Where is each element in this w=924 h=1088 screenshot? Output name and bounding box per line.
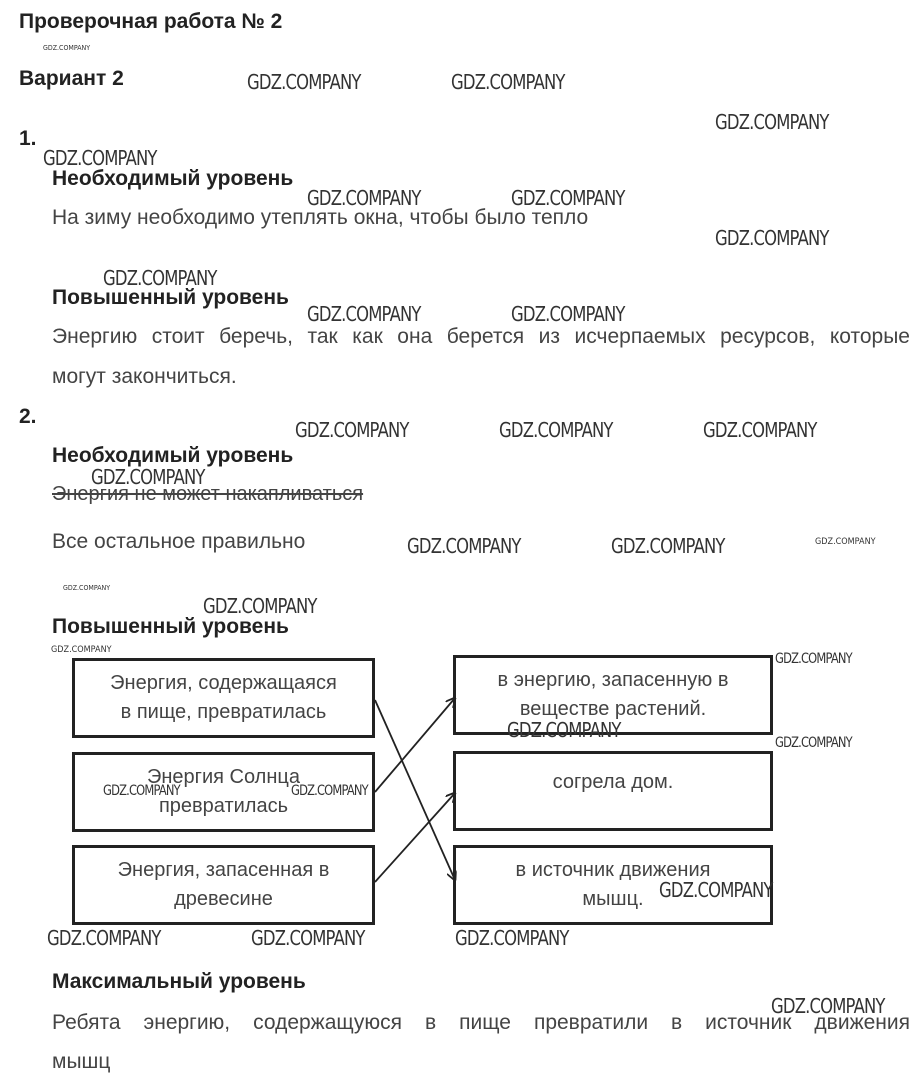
task1-advanced-text-line1: Энергию стоит беречь, так как она берется из исчерпаемых ресурсов, которые — [52, 325, 910, 348]
task2-max-text-line1: Ребята энергию, содержащуюся в пище превратили в источник движения — [52, 1011, 910, 1034]
box-line: мышц. — [582, 888, 644, 910]
task2-max-text-line2: мышц — [52, 1050, 111, 1073]
watermark: GDZ.COMPANY — [659, 878, 773, 902]
watermark: GDZ.COMPANY — [775, 651, 852, 667]
watermark: GDZ.COMPANY — [47, 926, 161, 950]
watermark: GDZ.COMPANY — [247, 70, 361, 94]
watermark: GDZ.COMPANY — [499, 418, 613, 442]
watermark: GDZ.COMPANY — [703, 418, 817, 442]
box-line: Энергия, запасенная в — [117, 859, 330, 881]
watermark: GDZ.COMPANY — [451, 70, 565, 94]
watermark: GDZ.COMPANY — [715, 110, 829, 134]
box-line: древесине — [174, 888, 273, 910]
task1-basic-heading: Необходимый уровень — [52, 167, 294, 190]
watermark: GDZ.COMPANY — [507, 718, 621, 742]
box-line: веществе растений. — [519, 698, 707, 720]
variant-label: Вариант 2 — [19, 67, 124, 90]
task1-advanced-heading: Повышенный уровень — [52, 286, 289, 309]
box-line: Энергия, содержащаяся — [110, 672, 337, 694]
watermark: GDZ.COMPANY — [407, 534, 521, 558]
watermark: GDZ.COMPANY — [771, 994, 885, 1018]
left-box-food-energy — [72, 658, 375, 738]
watermark: GDZ.COMPANY — [43, 146, 157, 170]
watermark: GDZ.COMPANY — [307, 186, 421, 210]
watermark: GDZ.COMPANY — [251, 926, 365, 950]
arrow-solar-to-plant — [375, 698, 455, 792]
watermark: GDZ.COMPANY — [815, 537, 876, 547]
box-line: в энергию, запасенную в — [497, 669, 729, 691]
task1-advanced-text-line2: могут закончиться. — [52, 365, 237, 388]
box-line: Энергия Солнца — [147, 766, 300, 788]
task2-basic-heading: Необходимый уровень — [52, 444, 294, 467]
task2-advanced-heading: Повышенный уровень — [52, 615, 289, 638]
watermark: GDZ.COMPANY — [43, 44, 91, 52]
watermark: GDZ.COMPANY — [91, 465, 205, 489]
task2-max-heading: Максимальный уровень — [52, 970, 306, 993]
right-box-heated-house — [453, 751, 773, 831]
box-line: превратилась — [158, 795, 289, 817]
watermark: GDZ.COMPANY — [63, 584, 111, 592]
task-number-2: 2. — [19, 405, 37, 428]
watermark: GDZ.COMPANY — [611, 534, 725, 558]
page-title: Проверочная работа № 2 — [19, 10, 283, 33]
box-line: в источник движения — [515, 859, 711, 881]
watermark: GDZ.COMPANY — [511, 186, 625, 210]
task2-basic-text: Все остальное правильно — [52, 530, 306, 553]
watermark: GDZ.COMPANY — [203, 594, 317, 618]
watermark: GDZ.COMPANY — [715, 226, 829, 250]
left-box-wood-energy — [72, 845, 375, 925]
box-line: согрела дом. — [552, 771, 674, 793]
watermark: GDZ.COMPANY — [307, 302, 421, 326]
watermark: GDZ.COMPANY — [51, 645, 112, 655]
watermark: GDZ.COMPANY — [295, 418, 409, 442]
arrow-food-to-muscle — [375, 700, 455, 880]
watermark: GDZ.COMPANY — [775, 735, 852, 751]
box-line: в пище, превратилась — [120, 701, 327, 723]
watermark: GDZ.COMPANY — [455, 926, 569, 950]
task1-basic-text: На зиму необходимо утеплять окна, чтобы было тепло — [52, 206, 589, 229]
arrow-wood-to-house — [375, 793, 455, 882]
task2-struck-text: Энергия не может накапливаться — [52, 483, 364, 505]
task-number-1: 1. — [19, 127, 37, 150]
watermark: GDZ.COMPANY — [291, 783, 368, 799]
watermark: GDZ.COMPANY — [103, 783, 180, 799]
watermark: GDZ.COMPANY — [511, 302, 625, 326]
watermark: GDZ.COMPANY — [103, 266, 217, 290]
